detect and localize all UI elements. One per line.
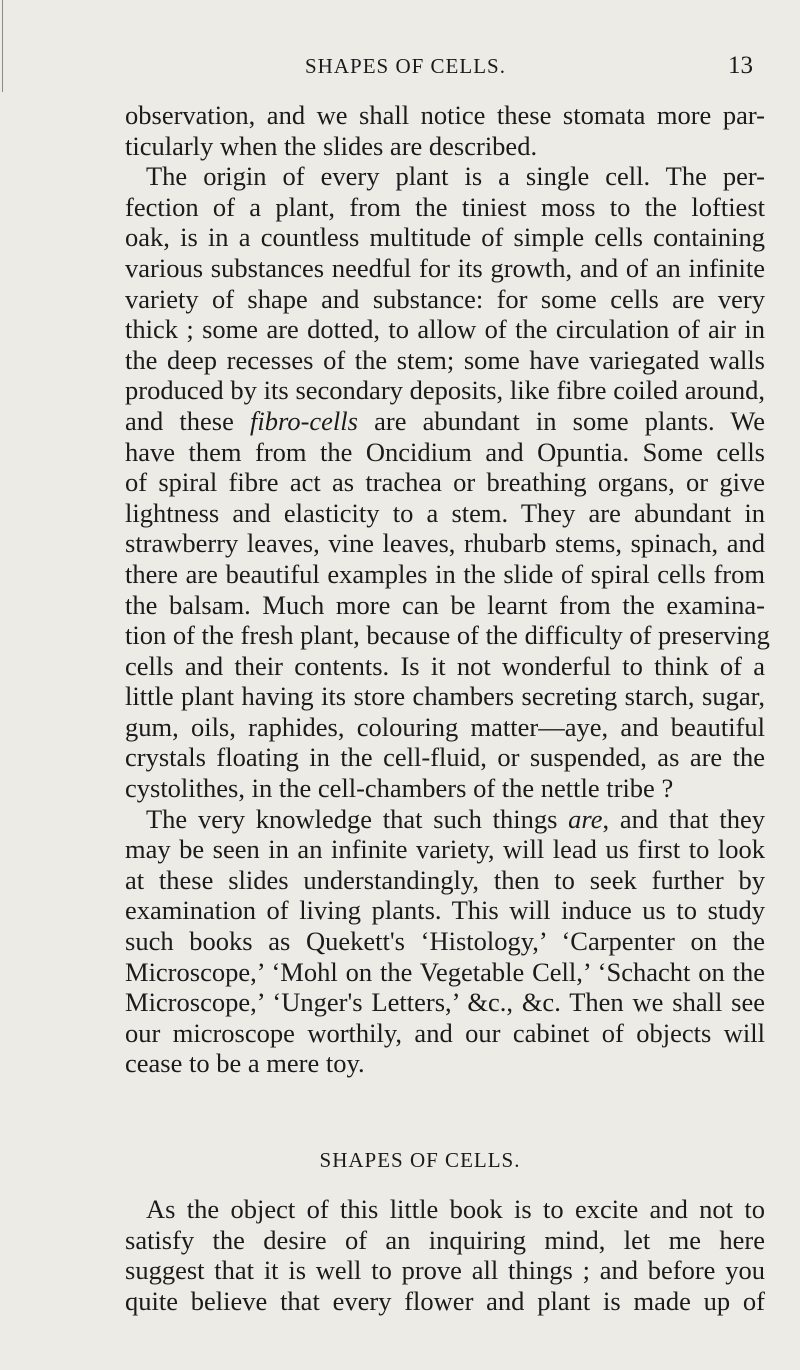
text-line: cystolithes, in the cell-chambers of the nettle tribe ? [125, 773, 674, 804]
text-line: quite believe that every flower and plant is made up of [125, 1285, 765, 1316]
section-heading: SHAPES OF CELLS. [319, 1148, 521, 1172]
text-line: such books as Quekett's ‘Histology,’ ‘Carpenter on the [125, 926, 765, 957]
text-line: tion of the fresh plant, because of the difficulty of preserving [125, 620, 770, 651]
running-head-title: SHAPES OF CELLS. [305, 54, 506, 78]
text-line: strawberry leaves, vine leaves, rhubarb stems, spinach, and [125, 528, 765, 559]
text-line: observation, and we shall notice these stomata more par- [125, 100, 765, 130]
text-line: The very knowledge that such things are, and that they [146, 803, 765, 834]
text-line: the balsam. Much more can be learnt from the examina- [125, 589, 765, 620]
text-line: our microscope worthily, and our cabinet of objects will [125, 1017, 765, 1048]
italic-text: fibro-cells [250, 405, 358, 436]
text-line: The origin of every plant is a single cell. The per- [146, 161, 765, 192]
text-line: satisfy the desire of an inquiring mind, let me here [125, 1224, 765, 1255]
text-line: various substances needful for its growth, and of an infinite [125, 252, 765, 283]
text-line: As the object of this little book is to excite and not to [146, 1194, 765, 1224]
text-line: the deep recesses of the stem; some have variegated walls [125, 344, 765, 375]
text-line: Microscope,’ ‘Mohl on the Vegetable Cell,’ ‘Schacht on the [125, 956, 765, 987]
text-line: there are beautiful examples in the slide of spiral cells from [125, 558, 765, 589]
text-line: thick ; some are dotted, to allow of the circulation of air in [125, 314, 765, 345]
text-line: cease to be a mere toy. [125, 1048, 365, 1079]
italic-text: are [568, 803, 603, 834]
text-line: oak, is in a countless multitude of simple cells containing [125, 222, 765, 253]
text-line: have them from the Oncidium and Opuntia. Some cells [125, 436, 765, 467]
text-line: at these slides understandingly, then to seek further by [125, 864, 765, 895]
text-line: Microscope,’ ‘Unger's Letters,’ &c., &c. Then we shall see [125, 987, 765, 1018]
text-line: cells and their contents. Is it not wonderful to think of a [125, 650, 765, 681]
section-text-block [125, 1194, 765, 1316]
text-line: produced by its secondary deposits, like fibre coiled around, [125, 375, 765, 406]
text-line: lightness and elasticity to a stem. They are abundant in [125, 497, 765, 528]
running-head [0, 52, 800, 92]
text-line: crystals floating in the cell-fluid, or suspended, as are the [125, 742, 765, 773]
page-number: 13 [728, 52, 753, 79]
text-line: examination of living plants. This will induce us to study [125, 895, 765, 926]
text-line: and these fibro-cells are abundant in some plants. We [125, 405, 765, 436]
text-line: fection of a plant, from the tiniest moss to the loftiest [125, 191, 765, 222]
text-line: suggest that it is well to prove all things ; and before you [125, 1255, 765, 1286]
main-text-block [125, 100, 770, 1079]
text-line: little plant having its store chambers secreting starch, sugar, [125, 681, 765, 712]
text-line: ticularly when the slides are described. [125, 130, 538, 161]
text-line: gum, oils, raphides, colouring matter—aye, and beautiful [125, 711, 765, 742]
text-line: of spiral fibre act as trachea or breathing organs, or give [125, 467, 765, 498]
text-line: variety of shape and substance: for some cells are very [125, 283, 765, 314]
text-line: may be seen in an infinite variety, will lead us first to look [125, 834, 765, 865]
